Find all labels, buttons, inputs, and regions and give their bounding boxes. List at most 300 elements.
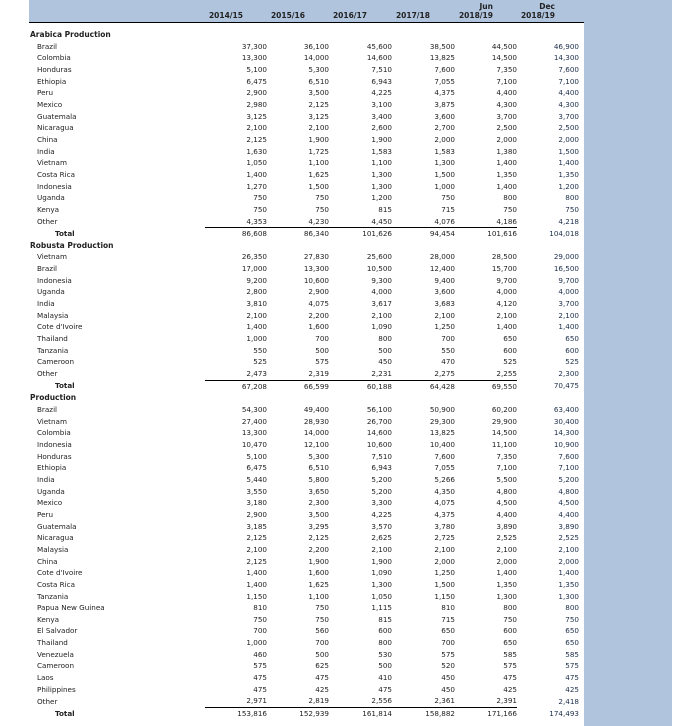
value-cell: 3,617: [371, 299, 392, 309]
value-cell: 10,600: [366, 439, 392, 449]
value-cell: 94,454: [429, 229, 455, 239]
value-cell: 14,300: [553, 53, 579, 63]
value-cell: 86,608: [241, 229, 267, 239]
value-cell: 49,400: [303, 405, 329, 414]
value-cell: 4,300: [558, 99, 579, 109]
value-cell: 575: [253, 661, 267, 671]
value-cell: 1,090: [371, 568, 392, 578]
value-cell: 66,599: [303, 381, 329, 391]
value-cell: 3,890: [558, 521, 579, 531]
value-cell: 2,255: [455, 368, 517, 380]
value-cell: 101,616: [487, 229, 517, 239]
value-cell: 7,600: [434, 64, 455, 74]
value-cell: 3,780: [434, 521, 455, 531]
value-cell: 104,018: [549, 228, 579, 238]
total-row: [29, 380, 579, 392]
value-cell: 2,000: [558, 556, 579, 566]
value-cell: 1,500: [434, 169, 455, 179]
value-cell: 69,550: [491, 381, 517, 391]
value-cell: 500: [315, 345, 329, 355]
section-title: Production: [30, 393, 77, 403]
value-cell: 650: [565, 334, 579, 344]
value-cell: 700: [315, 638, 329, 648]
value-cell: 13,300: [241, 428, 267, 438]
value-cell: 3,875: [434, 99, 455, 109]
value-cell: 600: [565, 345, 579, 355]
value-cell: 1,630: [246, 146, 267, 156]
value-cell: 1,400: [558, 158, 579, 168]
value-cell: 2,200: [308, 310, 329, 320]
value-cell: 1,400: [496, 158, 517, 168]
value-cell: 6,943: [371, 76, 392, 86]
value-cell: 13,300: [241, 53, 267, 63]
country-label: Costa Rica: [37, 169, 76, 179]
table-row: [29, 204, 579, 216]
value-cell: 1,300: [371, 579, 392, 589]
value-cell: 3,180: [246, 498, 267, 508]
table-row: [29, 532, 579, 544]
value-cell: 3,125: [308, 111, 329, 121]
value-cell: 14,600: [366, 428, 392, 438]
value-cell: 4,400: [496, 88, 517, 98]
value-cell: 800: [503, 193, 517, 203]
value-cell: 29,000: [553, 252, 579, 262]
value-cell: 800: [378, 638, 392, 648]
country-label: Guatemala: [37, 521, 77, 531]
value-cell: 2,819: [267, 695, 329, 707]
value-cell: 7,350: [496, 64, 517, 74]
table-row: [29, 649, 579, 661]
value-cell: 5,800: [308, 474, 329, 484]
country-label: Ethiopia: [37, 463, 67, 473]
value-cell: 2,000: [496, 556, 517, 566]
value-cell: 1,500: [558, 146, 579, 156]
value-cell: 2,100: [558, 310, 579, 320]
value-cell: 650: [503, 638, 517, 648]
value-cell: 6,943: [371, 463, 392, 473]
value-cell: 560: [315, 626, 329, 636]
value-cell: 1,100: [308, 158, 329, 168]
country-label: India: [37, 146, 55, 156]
value-cell: 28,000: [429, 252, 455, 262]
value-cell: 650: [441, 626, 455, 636]
value-cell: 500: [315, 649, 329, 659]
value-cell: 2,900: [246, 88, 267, 98]
value-cell: 4,800: [558, 486, 579, 496]
value-cell: 1,625: [308, 579, 329, 589]
value-cell: 29,900: [491, 416, 517, 426]
value-cell: 2,100: [558, 544, 579, 554]
value-cell: 1,500: [308, 181, 329, 191]
value-cell: 2,100: [371, 310, 392, 320]
value-cell: 2,525: [496, 533, 517, 543]
value-cell: 1,250: [434, 322, 455, 332]
value-cell: 1,150: [246, 591, 267, 601]
value-cell: 1,600: [308, 322, 329, 332]
value-cell: 650: [503, 334, 517, 344]
value-cell: 60,200: [491, 405, 517, 414]
country-label: Peru: [37, 509, 54, 519]
value-cell: 2,700: [434, 123, 455, 133]
section-header: [29, 240, 579, 252]
country-label: Mexico: [37, 498, 63, 508]
value-cell: 2,125: [246, 134, 267, 144]
value-cell: 1,400: [558, 568, 579, 578]
country-label: Brazil: [37, 41, 58, 51]
value-cell: 5,200: [558, 474, 579, 484]
value-cell: 425: [503, 684, 517, 694]
value-cell: 2,100: [246, 310, 267, 320]
value-cell: 9,200: [246, 275, 267, 285]
value-cell: 7,100: [496, 463, 517, 473]
value-cell: 161,814: [362, 709, 392, 719]
value-cell: 10,500: [366, 264, 392, 274]
table-row: [29, 181, 579, 193]
total-label: Total: [55, 228, 75, 238]
country-label: Vietnam: [37, 158, 67, 168]
value-cell: 700: [441, 638, 455, 648]
value-cell: 7,510: [371, 451, 392, 461]
value-cell: 4,350: [434, 486, 455, 496]
country-label: Honduras: [37, 451, 72, 461]
value-cell: 2,100: [496, 310, 517, 320]
value-cell: 1,725: [308, 146, 329, 156]
total-label: Total: [55, 381, 75, 391]
value-cell: 9,700: [496, 275, 517, 285]
country-label: Other: [37, 369, 58, 379]
value-cell: 3,550: [246, 486, 267, 496]
table-row: [29, 52, 579, 64]
value-cell: 3,700: [496, 111, 517, 121]
value-cell: 2,971: [205, 695, 267, 707]
value-cell: 1,150: [434, 591, 455, 601]
section-title: Robusta Production: [30, 240, 114, 250]
table-row: [29, 41, 579, 53]
value-cell: 425: [315, 684, 329, 694]
country-label: Costa Rica: [37, 579, 76, 589]
table-row: [29, 695, 579, 707]
value-cell: 7,510: [371, 64, 392, 74]
value-cell: 800: [565, 603, 579, 613]
country-label: Malaysia: [37, 544, 69, 554]
country-label: Mexico: [37, 99, 63, 109]
value-cell: 3,295: [308, 521, 329, 531]
value-cell: 3,125: [246, 111, 267, 121]
value-cell: 7,600: [558, 64, 579, 74]
value-cell: 500: [378, 345, 392, 355]
table-row: [29, 122, 579, 134]
value-cell: 1,583: [371, 146, 392, 156]
value-cell: 6,475: [246, 463, 267, 473]
value-cell: 500: [378, 661, 392, 671]
value-cell: 2,125: [246, 556, 267, 566]
value-cell: 17,000: [241, 264, 267, 274]
table-row: [29, 298, 579, 310]
value-cell: 14,500: [491, 428, 517, 438]
value-cell: 36,100: [303, 41, 329, 51]
value-cell: 1,500: [434, 579, 455, 589]
value-cell: 810: [441, 603, 455, 613]
country-label: Colombia: [37, 53, 71, 63]
country-label: China: [37, 556, 58, 566]
value-cell: 1,400: [246, 322, 267, 332]
value-cell: 3,600: [434, 287, 455, 297]
value-cell: 9,700: [558, 275, 579, 285]
value-cell: 64,428: [429, 381, 455, 391]
value-cell: 425: [565, 684, 579, 694]
value-cell: 450: [441, 684, 455, 694]
value-cell: 2,100: [246, 544, 267, 554]
country-label: Cameroon: [37, 661, 74, 671]
value-cell: 2,100: [246, 123, 267, 133]
value-cell: 750: [503, 204, 517, 214]
value-cell: 3,100: [371, 99, 392, 109]
value-cell: 25,600: [366, 252, 392, 262]
country-label: Indonesia: [37, 439, 72, 449]
value-cell: 1,100: [308, 591, 329, 601]
value-cell: 5,100: [246, 451, 267, 461]
value-cell: 700: [253, 626, 267, 636]
value-cell: 3,400: [371, 111, 392, 121]
value-cell: 475: [503, 673, 517, 683]
value-cell: 800: [503, 603, 517, 613]
value-cell: 1,050: [246, 158, 267, 168]
value-cell: 750: [565, 204, 579, 214]
value-cell: 29,300: [429, 416, 455, 426]
table-row: [29, 216, 579, 228]
table-row: [29, 333, 579, 345]
country-label: Thailand: [37, 638, 68, 648]
value-cell: 750: [253, 193, 267, 203]
value-cell: 27,830: [303, 252, 329, 262]
value-cell: 525: [565, 357, 579, 367]
country-label: Kenya: [37, 614, 59, 624]
table-row: [29, 486, 579, 498]
country-label: Tanzania: [37, 591, 69, 601]
value-cell: 13,300: [303, 264, 329, 274]
value-cell: 1,200: [558, 181, 579, 191]
country-label: Vietnam: [37, 252, 67, 262]
value-cell: 715: [441, 614, 455, 624]
value-cell: 38,500: [429, 41, 455, 51]
value-cell: 6,475: [246, 76, 267, 86]
value-cell: 600: [503, 345, 517, 355]
value-cell: 5,300: [308, 451, 329, 461]
value-cell: 1,400: [246, 568, 267, 578]
value-cell: 1,350: [558, 579, 579, 589]
value-cell: 4,120: [496, 299, 517, 309]
value-cell: 44,500: [491, 41, 517, 51]
value-cell: 815: [378, 614, 392, 624]
value-cell: 3,890: [496, 521, 517, 531]
value-cell: 4,375: [434, 509, 455, 519]
value-cell: 1,350: [496, 579, 517, 589]
value-cell: 15,700: [491, 264, 517, 274]
value-cell: 5,266: [434, 474, 455, 484]
value-cell: 750: [253, 204, 267, 214]
country-label: Colombia: [37, 428, 71, 438]
value-cell: 625: [315, 661, 329, 671]
value-cell: 16,500: [553, 264, 579, 274]
value-cell: 2,231: [329, 368, 392, 380]
country-label: Laos: [37, 673, 54, 683]
value-cell: 810: [253, 603, 267, 613]
value-cell: 3,683: [434, 299, 455, 309]
country-label: Philippines: [37, 684, 76, 694]
value-cell: 1,900: [308, 134, 329, 144]
table-row: [29, 474, 579, 486]
value-cell: 750: [315, 193, 329, 203]
country-label: Indonesia: [37, 181, 72, 191]
country-label: Uganda: [37, 193, 65, 203]
value-cell: 50,900: [429, 405, 455, 414]
value-cell: 4,000: [558, 287, 579, 297]
country-label: China: [37, 134, 58, 144]
value-cell: 600: [503, 626, 517, 636]
value-cell: 2,100: [308, 123, 329, 133]
value-cell: 1,200: [371, 193, 392, 203]
value-cell: 2,473: [205, 368, 267, 380]
value-cell: 2,000: [558, 134, 579, 144]
value-cell: 5,200: [371, 486, 392, 496]
value-cell: 750: [315, 603, 329, 613]
value-cell: 575: [565, 661, 579, 671]
table-row: [29, 345, 579, 357]
value-cell: 550: [441, 345, 455, 355]
value-cell: 575: [503, 661, 517, 671]
value-cell: 1,900: [371, 134, 392, 144]
value-cell: 2,125: [308, 533, 329, 543]
value-cell: 2,525: [558, 533, 579, 543]
table-row: [29, 192, 579, 204]
table-row: [29, 263, 579, 275]
table-row: [29, 111, 579, 123]
table-row: [29, 99, 579, 111]
value-cell: 1,300: [371, 181, 392, 191]
value-cell: 1,000: [246, 638, 267, 648]
value-cell: 2,200: [308, 544, 329, 554]
value-cell: 171,166: [487, 709, 517, 719]
country-label: Cote d'Ivoire: [37, 322, 83, 332]
table-row: [29, 321, 579, 333]
total-label: Total: [55, 708, 75, 718]
value-cell: 70,475: [553, 381, 579, 391]
value-cell: 4,500: [558, 498, 579, 508]
value-cell: 2,100: [371, 544, 392, 554]
table-row: [29, 64, 579, 76]
value-cell: 475: [253, 673, 267, 683]
table-row: [29, 416, 579, 428]
value-cell: 585: [565, 649, 579, 659]
value-cell: 30,400: [553, 416, 579, 426]
value-cell: 2,100: [496, 544, 517, 554]
table-row: [29, 509, 579, 521]
value-cell: 1,115: [371, 603, 392, 613]
value-cell: 1,300: [558, 591, 579, 601]
value-cell: 7,600: [558, 451, 579, 461]
value-cell: 2,000: [496, 134, 517, 144]
value-cell: 575: [315, 357, 329, 367]
value-cell: 750: [503, 614, 517, 624]
value-cell: 475: [378, 684, 392, 694]
column-header-label: 2018/19: [458, 11, 493, 20]
table-row: [29, 462, 579, 474]
value-cell: 4,225: [371, 88, 392, 98]
value-cell: 470: [441, 357, 455, 367]
value-cell: 2,125: [308, 99, 329, 109]
value-cell: 750: [315, 614, 329, 624]
value-cell: 1,000: [434, 181, 455, 191]
value-cell: 5,440: [246, 474, 267, 484]
value-cell: 700: [441, 334, 455, 344]
value-cell: 10,600: [303, 275, 329, 285]
value-cell: 2,556: [329, 695, 392, 707]
value-cell: 1,400: [246, 579, 267, 589]
value-cell: 1,583: [434, 146, 455, 156]
table-row: [29, 356, 579, 368]
table-row: [29, 567, 579, 579]
value-cell: 1,400: [496, 181, 517, 191]
table-row: [29, 614, 579, 626]
table-row: [29, 579, 579, 591]
value-cell: 2,900: [246, 509, 267, 519]
table-row: [29, 310, 579, 322]
value-cell: 1,400: [496, 568, 517, 578]
value-cell: 650: [565, 626, 579, 636]
table-row: [29, 660, 579, 672]
value-cell: 152,939: [299, 709, 329, 719]
value-cell: 4,400: [558, 509, 579, 519]
value-cell: 3,185: [246, 521, 267, 531]
value-cell: 7,055: [434, 76, 455, 86]
country-label: Uganda: [37, 486, 65, 496]
table-row: [29, 146, 579, 158]
value-cell: 1,380: [496, 146, 517, 156]
value-cell: 1,600: [308, 568, 329, 578]
value-cell: 2,300: [558, 369, 579, 379]
value-cell: 56,100: [366, 405, 392, 414]
table-row: [29, 625, 579, 637]
value-cell: 2,418: [558, 696, 579, 706]
value-cell: 530: [378, 649, 392, 659]
value-cell: 10,400: [429, 439, 455, 449]
country-label: Malaysia: [37, 310, 69, 320]
value-cell: 26,700: [366, 416, 392, 426]
table-row: [29, 497, 579, 509]
country-label: El Salvador: [37, 626, 78, 636]
value-cell: 4,000: [496, 287, 517, 297]
country-label: Brazil: [37, 264, 58, 274]
value-cell: 37,300: [241, 41, 267, 51]
value-cell: 14,600: [366, 53, 392, 63]
value-cell: 2,980: [246, 99, 267, 109]
value-cell: 1,400: [558, 322, 579, 332]
value-cell: 13,825: [429, 53, 455, 63]
value-cell: 4,075: [434, 498, 455, 508]
country-label: Venezuela: [37, 649, 74, 659]
value-cell: 550: [253, 345, 267, 355]
value-cell: 4,225: [371, 509, 392, 519]
value-cell: 1,050: [371, 591, 392, 601]
table-row: [29, 87, 579, 99]
value-cell: 45,600: [366, 41, 392, 51]
column-header-top: Jun: [479, 2, 493, 11]
value-cell: 28,500: [491, 252, 517, 262]
column-header-top: Dec: [539, 2, 555, 11]
value-cell: 4,450: [329, 216, 392, 228]
value-cell: 153,816: [237, 709, 267, 719]
value-cell: 800: [378, 334, 392, 344]
